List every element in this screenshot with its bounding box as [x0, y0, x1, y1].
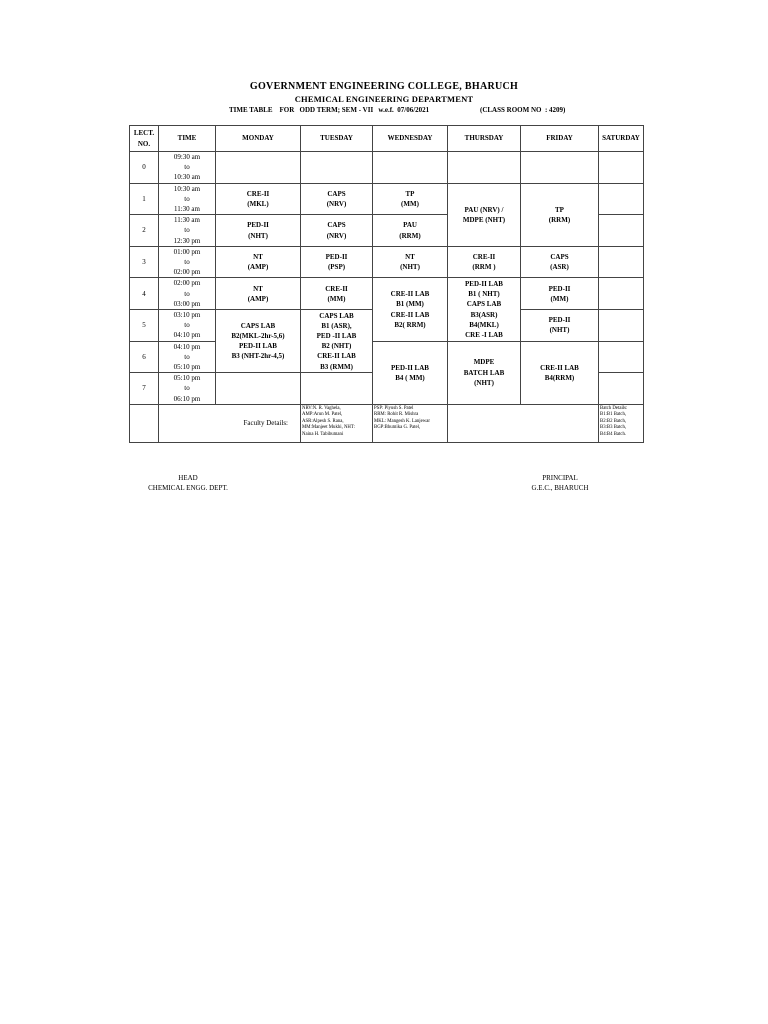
- department-name: CHEMICAL ENGINEERING DEPARTMENT: [294, 94, 474, 104]
- empty-cell: [373, 152, 448, 184]
- empty-cell: [216, 373, 301, 405]
- empty-cell: [599, 341, 644, 373]
- table-row: [130, 183, 644, 215]
- lect-no-header: LECT. NO.: [130, 126, 159, 152]
- class-cell: PED-II (NHT): [521, 310, 599, 342]
- lecture-number: 2: [130, 215, 159, 247]
- head-title: HEAD: [178, 474, 198, 482]
- empty-cell: [599, 310, 644, 342]
- empty-cell: [599, 215, 644, 247]
- faculty-list-1: NRV:N. R. Vaghela, AMP:Arun M. Patel, ASR:Alpesh S. Rana, MM:Manjeet Mukhi, NHT: Naina H. Tabibumani: [301, 404, 373, 442]
- day-header-thursday: THURSDAY: [448, 126, 521, 152]
- lecture-number: 5: [130, 310, 159, 342]
- lecture-number: 0: [130, 152, 159, 184]
- time-slot: 04:10 pm to 05:10 pm: [159, 341, 216, 373]
- class-cell: PAU (NRV) / MDPE (NHT): [448, 183, 521, 246]
- time-slot: 02:00 pm to 03:00 pm: [159, 278, 216, 310]
- time-slot: 03:10 pm to 04:10 pm: [159, 310, 216, 342]
- timetable-title: TIME TABLE FOR ODD TERM; SEM - VII w.e.f. 07/06/2021: [229, 106, 430, 114]
- principal-signature-block: [500, 474, 620, 492]
- class-cell: PED-II (NHT): [216, 215, 301, 247]
- table-row: [130, 152, 644, 184]
- empty-cell: [521, 152, 599, 184]
- lecture-number: 4: [130, 278, 159, 310]
- empty-cell: [301, 373, 373, 405]
- lecture-number: 3: [130, 246, 159, 278]
- class-cell: PAU (RRM): [373, 215, 448, 247]
- class-cell: PED-II LAB B4 ( MM): [373, 341, 448, 404]
- header-row: [130, 126, 644, 152]
- class-cell: TP (RRM): [521, 183, 599, 246]
- head-dept: CHEMICAL ENGG. DEPT.: [148, 484, 228, 492]
- class-cell: CRE-II LAB B1 (MM) CRE-II LAB B2( RRM): [373, 278, 448, 341]
- college-name: GOVERNMENT ENGINEERING COLLEGE, BHARUCH: [249, 81, 519, 92]
- table-row: [130, 278, 644, 310]
- class-cell: NT (AMP): [216, 278, 301, 310]
- day-header-tuesday: TUESDAY: [301, 126, 373, 152]
- class-cell: CRE-II LAB B4(RRM): [521, 341, 599, 404]
- class-cell: NT (NHT): [373, 246, 448, 278]
- time-header: TIME: [159, 126, 216, 152]
- class-cell: CAPS LAB B2(MKL-2hr-5,6) PED-II LAB B3 (NHT-2hr-4,5): [216, 310, 301, 373]
- class-cell: MDPE BATCH LAB (NHT): [448, 341, 521, 404]
- time-slot: 11:30 am to 12:30 pm: [159, 215, 216, 247]
- empty-cell: [301, 152, 373, 184]
- timetable: [129, 125, 644, 443]
- table-row: [130, 341, 644, 373]
- empty-cell: [599, 183, 644, 215]
- time-slot: 05:10 pm to 06:10 pm: [159, 373, 216, 405]
- faculty-label: Faculty Details:: [159, 404, 301, 442]
- empty-cell: [130, 404, 159, 442]
- principal-college: G.E.C., BHARUCH: [531, 484, 589, 492]
- time-slot: 01:00 pm to 02:00 pm: [159, 246, 216, 278]
- table-row: [130, 246, 644, 278]
- class-cell: PED-II LAB B1 ( NHT) CAPS LAB B3(ASR) B4(MKL) CRE -I LAB: [448, 278, 521, 341]
- lecture-number: 7: [130, 373, 159, 405]
- class-cell: NT (AMP): [216, 246, 301, 278]
- time-slot: 10:30 am to 11:30 am: [159, 183, 216, 215]
- day-header-saturday: SATURDAY: [599, 126, 644, 152]
- empty-cell: [448, 404, 599, 442]
- empty-cell: [216, 152, 301, 184]
- class-cell: CAPS (ASR): [521, 246, 599, 278]
- batch-details: Batch Details: B1:B1 Batch, B2:B2 Batch, B3:B3 Batch, B4:B4 Batch.: [599, 404, 644, 442]
- faculty-row: [130, 404, 644, 442]
- class-cell: PED-II (MM): [521, 278, 599, 310]
- empty-cell: [599, 246, 644, 278]
- empty-cell: [599, 152, 644, 184]
- class-cell: CAPS (NRV): [301, 215, 373, 247]
- principal-title: PRINCIPAL: [542, 474, 578, 482]
- class-cell: CRE-II (MM): [301, 278, 373, 310]
- day-header-friday: FRIDAY: [521, 126, 599, 152]
- time-slot: 09:30 am to 10:30 am: [159, 152, 216, 184]
- lecture-number: 6: [130, 341, 159, 373]
- day-header-wednesday: WEDNESDAY: [373, 126, 448, 152]
- class-cell: CRE-II (RRM ): [448, 246, 521, 278]
- classroom-number: (CLASS ROOM NO : 4209): [480, 106, 566, 114]
- empty-cell: [599, 278, 644, 310]
- lecture-number: 1: [130, 183, 159, 215]
- class-cell: CAPS LAB B1 (ASR), PED -II LAB B2 (NHT) CRE-II LAB B3 (RMM): [301, 310, 373, 373]
- class-cell: CRE-II (MKL): [216, 183, 301, 215]
- faculty-list-2: PSP: Piyush S. Patel RRM: Rohit R. Mishra MKL: Mangesh K. Lanjewar BGP:Bhumika G. Patel,: [373, 404, 448, 442]
- class-cell: PED-II (PSP): [301, 246, 373, 278]
- class-cell: TP (MM): [373, 183, 448, 215]
- head-signature-block: [128, 474, 248, 492]
- empty-cell: [599, 373, 644, 405]
- class-cell: CAPS (NRV): [301, 183, 373, 215]
- empty-cell: [448, 152, 521, 184]
- day-header-monday: MONDAY: [216, 126, 301, 152]
